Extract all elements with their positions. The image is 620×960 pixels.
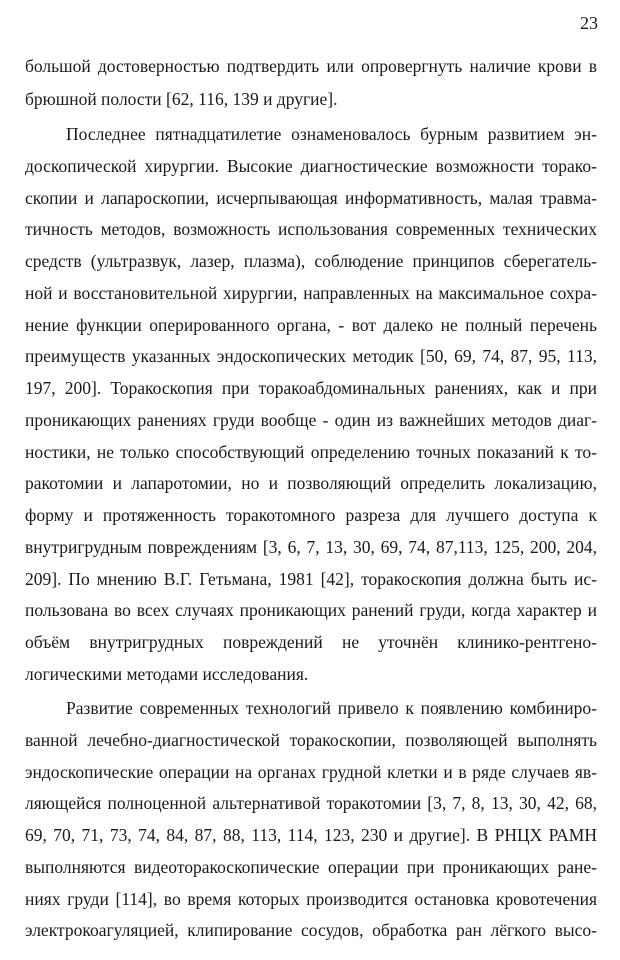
page-number: 23	[580, 13, 598, 33]
text-line: проникающих ранениях груди вообще - один из важнейших методов диаг-	[25, 410, 597, 430]
text-line: средств (ультразвук, лазер, плазма), соблюдение принципов сберегатель-	[25, 251, 597, 271]
text-line: внутригрудным повреждениям [3, 6, 7, 13, 30, 69, 74, 87,113, 125, 200, 204,	[25, 537, 597, 557]
text-line: 69, 70, 71, 73, 74, 84, 87, 88, 113, 114, 123, 230 и другие]. В РНЦХ РАМН	[25, 825, 597, 845]
text-line: доскопической хирургии. Высокие диагностические возможности торако-	[25, 156, 597, 176]
text-line: форму и протяженность торакотомного разреза для лучшего доступа к	[25, 505, 597, 525]
text-line: брюшной полости [62, 116, 139 и другие].	[25, 89, 338, 109]
text-line: скопии и лапароскопии, исчерпывающая информативность, малая травма-	[25, 188, 597, 208]
text-line: объём внутригрудных повреждений не уточнён клинико-рентгено-	[25, 632, 597, 652]
text-line: ванной лечебно-диагностической торакоскопии, позволяющей выполнять	[25, 730, 597, 750]
text-line: выполняются видеоторакоскопические операции при проникающих ране-	[25, 857, 597, 877]
text-line: ляющейся полноценной альтернативой торакотомии [3, 7, 8, 13, 30, 42, 68,	[25, 793, 597, 813]
text-line: ной и восстановительной хирургии, направленных на максимальное сохра-	[25, 283, 597, 303]
text-line: 209]. По мнению В.Г. Гетьмана, 1981 [42], торакоскопия должна быть ис-	[25, 569, 597, 589]
text-line: ниях груди [114], во время которых производится остановка кровотечения	[25, 889, 597, 909]
text-line: ракотомии и лапаротомии, но и позволяющий определить локализацию,	[25, 473, 597, 493]
text-line: пользована во всех случаях проникающих ранений груди, когда характер и	[25, 600, 597, 620]
text-line: эндоскопические операции на органах грудной клетки и в ряде случаев яв-	[25, 762, 597, 782]
text-line: нение функции оперированного органа, - вот далеко не полный перечень	[25, 315, 597, 335]
text-line: электрокоагуляцией, клипирование сосудов, обработка ран лёгкого высо-	[25, 920, 597, 940]
text-line: логическими методами исследования.	[25, 664, 309, 684]
text-line: 197, 200]. Торакоскопия при торакоабдоминальных ранениях, как и при	[25, 378, 597, 398]
paragraph-first-line: Развитие современных технологий привело к появлению комбиниро-	[66, 698, 597, 718]
text-line: большой достоверностью подтвердить или опровергнуть наличие крови в	[25, 56, 597, 76]
text-line: ностики, не только способствующий определению точных показаний к то-	[25, 442, 597, 462]
text-line: тичность методов, возможность использования современных технических	[25, 219, 597, 239]
text-line: преимуществ указанных эндоскопических методик [50, 69, 74, 87, 95, 113,	[25, 346, 597, 366]
paragraph-first-line: Последнее пятнадцатилетие ознаменовалось бурным развитием эн-	[66, 124, 597, 144]
